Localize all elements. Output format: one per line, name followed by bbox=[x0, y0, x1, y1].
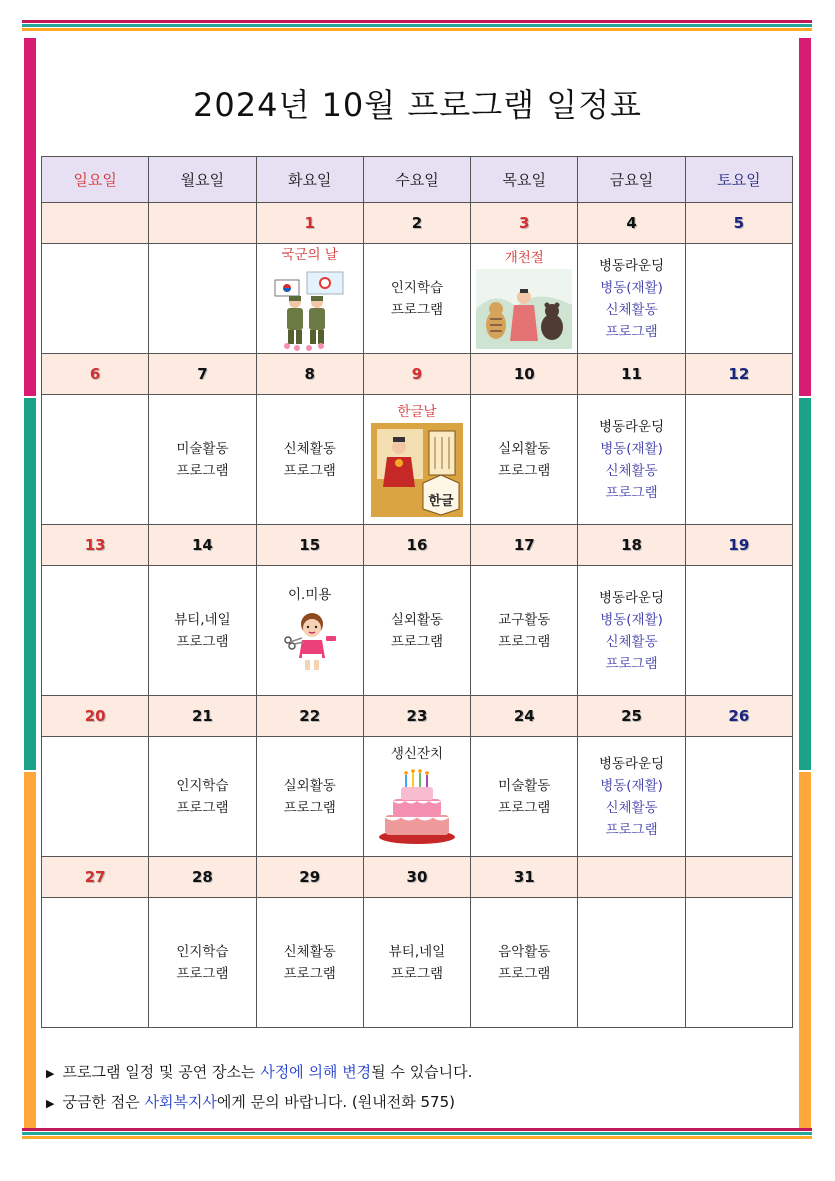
program-label: 미술활동 bbox=[176, 440, 229, 457]
program-label: 프로그램 bbox=[498, 799, 551, 816]
program-label: 병동(재활) bbox=[600, 279, 663, 296]
program-label: 프로그램 bbox=[283, 799, 336, 816]
program-cell-empty bbox=[685, 244, 792, 354]
notice-text: 될 수 있습니다. bbox=[371, 1063, 473, 1081]
date-cell: 31 bbox=[471, 857, 578, 898]
program-label: 병동라운딩 bbox=[598, 755, 665, 772]
program-label: 실외활동 bbox=[498, 440, 551, 457]
date-cell: 21 bbox=[149, 696, 256, 737]
program-label: 프로그램 bbox=[605, 323, 658, 340]
notice-highlight: 사정에 의해 변경 bbox=[260, 1063, 372, 1081]
program-label: 병동라운딩 bbox=[598, 257, 665, 274]
program-cell bbox=[256, 898, 363, 1028]
program-cell bbox=[471, 395, 578, 525]
bullet-arrow-icon: ▶ bbox=[46, 1097, 55, 1110]
date-cell: 9 bbox=[363, 354, 470, 395]
program-cell-event bbox=[471, 244, 578, 354]
program-cell bbox=[363, 566, 470, 696]
program-cell bbox=[471, 566, 578, 696]
program-label: 병동(재활) bbox=[600, 611, 663, 628]
date-cell: 28 bbox=[149, 857, 256, 898]
weekday-monday: 월요일 bbox=[149, 157, 256, 203]
program-label: 프로그램 bbox=[283, 462, 336, 479]
bottom-decorative-stripes bbox=[22, 1128, 812, 1142]
program-label: 실외활동 bbox=[283, 777, 336, 794]
armed-forces-day-illustration bbox=[267, 266, 353, 352]
program-row bbox=[42, 395, 793, 525]
program-label: 병동(재활) bbox=[600, 440, 663, 457]
program-cell-event bbox=[363, 737, 470, 857]
date-cell: 1 bbox=[256, 203, 363, 244]
program-label: 프로그램 bbox=[390, 965, 444, 982]
gaecheonjeol-illustration bbox=[476, 269, 572, 349]
program-label: 미술활동 bbox=[498, 777, 551, 794]
right-border-orange bbox=[799, 772, 811, 1128]
date-cell: 12 bbox=[685, 354, 792, 395]
event-caption: 개천절 bbox=[504, 249, 544, 266]
date-cell: 30 bbox=[363, 857, 470, 898]
date-row bbox=[42, 203, 793, 244]
notice-line bbox=[46, 1058, 472, 1088]
date-cell: 19 bbox=[685, 525, 792, 566]
program-cell-empty bbox=[685, 566, 792, 696]
program-label: 병동(재활) bbox=[600, 777, 663, 794]
hangeul-day-illustration bbox=[371, 423, 463, 517]
left-border-orange bbox=[24, 772, 36, 1128]
program-cell-empty bbox=[149, 244, 256, 354]
date-cell: 25 bbox=[578, 696, 685, 737]
program-label: 신체활동 bbox=[283, 440, 336, 457]
program-label: 프로그램 bbox=[498, 633, 551, 650]
program-label: 프로그램 bbox=[605, 484, 658, 501]
page-title: 2024년 10월 프로그램 일정표 bbox=[193, 86, 642, 124]
weekday-tuesday: 화요일 bbox=[256, 157, 363, 203]
date-cell: 26 bbox=[685, 696, 792, 737]
program-label: 신체활동 bbox=[283, 943, 336, 960]
date-cell: 17 bbox=[471, 525, 578, 566]
date-row bbox=[42, 525, 793, 566]
program-label: 인지학습 bbox=[176, 777, 229, 794]
date-cell: 27 bbox=[42, 857, 149, 898]
weekday-header-row bbox=[42, 157, 793, 203]
program-label: 병동라운딩 bbox=[598, 589, 665, 606]
program-cell-event bbox=[363, 395, 470, 525]
date-row bbox=[42, 354, 793, 395]
program-label: 뷰티,네일 bbox=[388, 943, 446, 960]
program-label: 프로그램 bbox=[176, 965, 229, 982]
birthday-cake-illustration bbox=[375, 765, 459, 849]
program-cell bbox=[256, 395, 363, 525]
program-cell bbox=[256, 737, 363, 857]
event-caption: 국군의 날 bbox=[281, 246, 338, 263]
date-cell: 18 bbox=[578, 525, 685, 566]
notice-section bbox=[46, 1058, 472, 1118]
program-cell bbox=[149, 737, 256, 857]
date-cell: 2 bbox=[363, 203, 470, 244]
program-cell bbox=[149, 898, 256, 1028]
top-decorative-stripes bbox=[22, 20, 812, 34]
event-caption: 한글날 bbox=[397, 403, 437, 420]
date-cell: 14 bbox=[149, 525, 256, 566]
program-label: 인지학습 bbox=[176, 943, 229, 960]
program-label: 프로그램 bbox=[176, 799, 229, 816]
program-cell bbox=[578, 737, 685, 857]
program-label: 프로그램 bbox=[176, 462, 229, 479]
program-cell-empty bbox=[42, 898, 149, 1028]
program-cell-event bbox=[256, 566, 363, 696]
date-cell bbox=[149, 203, 256, 244]
bullet-arrow-icon: ▶ bbox=[46, 1067, 55, 1080]
program-cell-empty bbox=[685, 395, 792, 525]
date-cell: 22 bbox=[256, 696, 363, 737]
hangeul-image-text: 한글 bbox=[428, 493, 454, 509]
program-label: 신체활동 bbox=[605, 633, 658, 650]
program-label: 병동라운딩 bbox=[598, 418, 665, 435]
date-cell: 13 bbox=[42, 525, 149, 566]
right-border-teal bbox=[799, 398, 811, 770]
date-cell: 20 bbox=[42, 696, 149, 737]
date-row bbox=[42, 696, 793, 737]
weekday-thursday: 목요일 bbox=[471, 157, 578, 203]
program-label: 신체활동 bbox=[605, 799, 658, 816]
date-cell: 23 bbox=[363, 696, 470, 737]
program-cell bbox=[149, 566, 256, 696]
program-label: 프로그램 bbox=[283, 965, 336, 982]
program-label: 교구활동 bbox=[498, 611, 551, 628]
program-cell-empty bbox=[42, 395, 149, 525]
program-label: 실외활동 bbox=[390, 611, 444, 628]
notice-text: 프로그램 일정 및 공연 장소는 bbox=[62, 1063, 261, 1081]
program-label: 프로그램 bbox=[390, 633, 444, 650]
date-cell: 4 bbox=[578, 203, 685, 244]
notice-line bbox=[46, 1088, 472, 1118]
date-cell: 29 bbox=[256, 857, 363, 898]
hairdresser-illustration bbox=[280, 606, 340, 676]
program-cell bbox=[363, 244, 470, 354]
event-caption: 이.미용 bbox=[287, 586, 332, 603]
program-cell bbox=[471, 898, 578, 1028]
program-label: 신체활동 bbox=[605, 301, 658, 318]
program-label: 프로그램 bbox=[498, 462, 551, 479]
program-cell bbox=[363, 898, 470, 1028]
program-cell bbox=[578, 244, 685, 354]
program-cell-empty bbox=[685, 898, 792, 1028]
program-cell bbox=[471, 737, 578, 857]
date-cell: 3 bbox=[471, 203, 578, 244]
program-label: 신체활동 bbox=[605, 462, 658, 479]
program-label: 프로그램 bbox=[390, 301, 444, 318]
program-cell-empty bbox=[42, 737, 149, 857]
weekday-wednesday: 수요일 bbox=[363, 157, 470, 203]
weekday-saturday: 토요일 bbox=[685, 157, 792, 203]
date-cell bbox=[42, 203, 149, 244]
date-cell bbox=[578, 857, 685, 898]
program-cell-empty bbox=[578, 898, 685, 1028]
program-cell-empty bbox=[42, 244, 149, 354]
program-label: 음악활동 bbox=[498, 943, 551, 960]
date-cell: 10 bbox=[471, 354, 578, 395]
date-cell: 8 bbox=[256, 354, 363, 395]
notice-highlight: 사회복지사 bbox=[144, 1093, 217, 1111]
program-cell-event bbox=[256, 244, 363, 354]
program-row bbox=[42, 566, 793, 696]
date-cell: 7 bbox=[149, 354, 256, 395]
weekday-friday: 금요일 bbox=[578, 157, 685, 203]
date-cell: 16 bbox=[363, 525, 470, 566]
program-label: 뷰티,네일 bbox=[174, 611, 231, 628]
program-label: 프로그램 bbox=[498, 965, 551, 982]
date-row bbox=[42, 857, 793, 898]
date-cell: 5 bbox=[685, 203, 792, 244]
notice-text: 궁금한 점은 bbox=[62, 1093, 145, 1111]
program-row bbox=[42, 244, 793, 354]
program-cell-empty bbox=[685, 737, 792, 857]
program-cell bbox=[578, 566, 685, 696]
program-cell-empty bbox=[42, 566, 149, 696]
date-cell: 6 bbox=[42, 354, 149, 395]
program-cell bbox=[149, 395, 256, 525]
date-cell bbox=[685, 857, 792, 898]
date-cell: 24 bbox=[471, 696, 578, 737]
notice-text: 에게 문의 바랍니다. (원내전화 575) bbox=[216, 1093, 455, 1111]
calendar-table bbox=[41, 156, 793, 1028]
event-caption: 생신잔치 bbox=[390, 745, 444, 762]
program-row bbox=[42, 737, 793, 857]
program-label: 프로그램 bbox=[605, 655, 658, 672]
date-cell: 15 bbox=[256, 525, 363, 566]
left-border-teal bbox=[24, 398, 36, 770]
program-cell bbox=[578, 395, 685, 525]
program-row bbox=[42, 898, 793, 1028]
date-cell: 11 bbox=[578, 354, 685, 395]
program-label: 프로그램 bbox=[605, 821, 658, 838]
weekday-sunday: 일요일 bbox=[42, 157, 149, 203]
program-label: 인지학습 bbox=[390, 279, 444, 296]
program-label: 프로그램 bbox=[176, 633, 229, 650]
